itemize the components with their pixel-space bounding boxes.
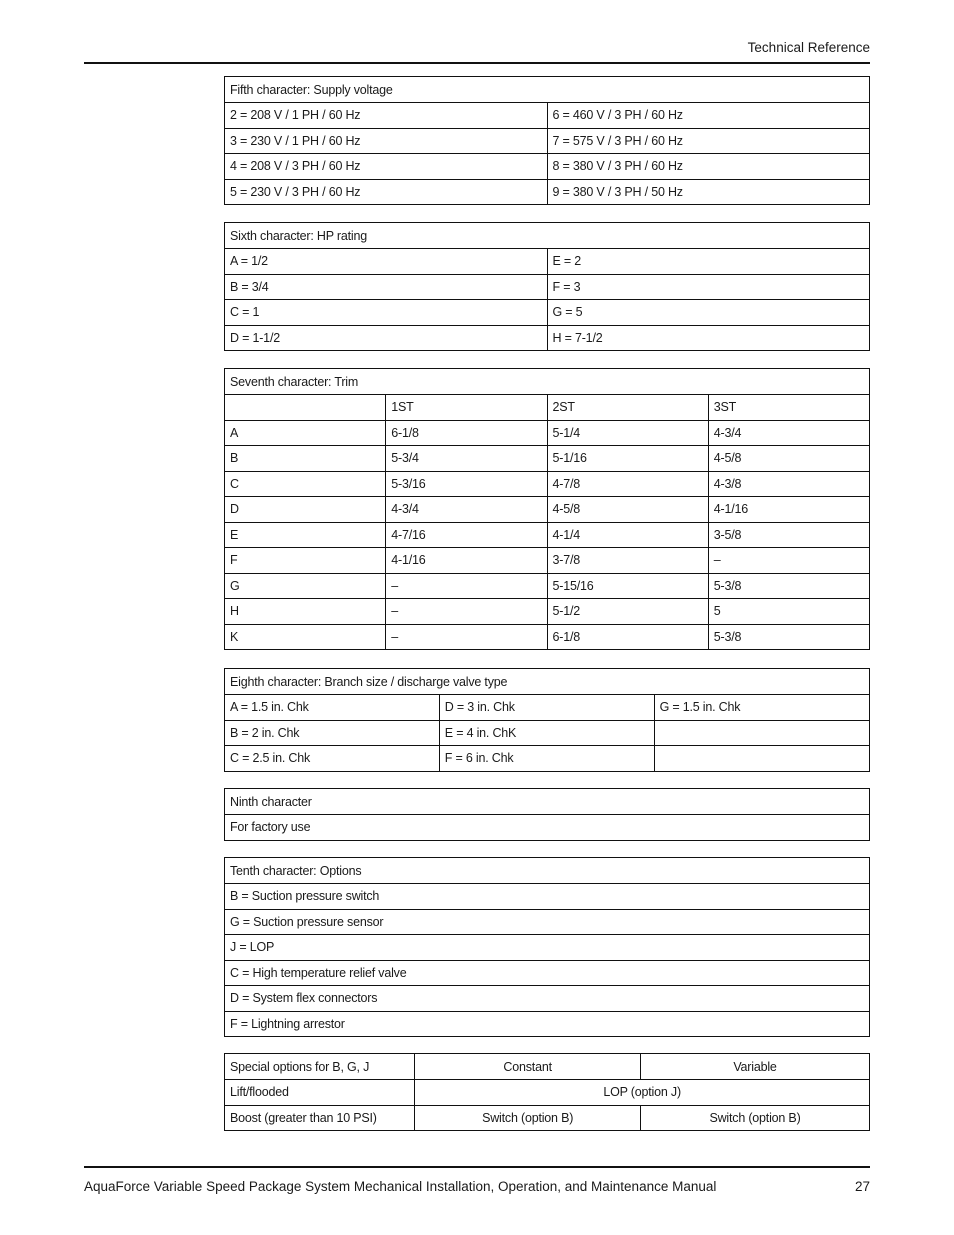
- table-cell: 5-15/16: [547, 573, 708, 599]
- table-cell: C = High temperature relief valve: [225, 960, 870, 986]
- hp-rating-table: [224, 222, 870, 351]
- table-cell: 4-7/8: [547, 471, 708, 497]
- table-row: [225, 420, 870, 446]
- table-row: [225, 1011, 870, 1037]
- table-cell: F = Lightning arrestor: [225, 1011, 870, 1037]
- table-cell: 5-1/4: [547, 420, 708, 446]
- table-cell: Switch (option B): [641, 1105, 870, 1131]
- trim-table: [224, 368, 870, 650]
- page-number: 27: [854, 1179, 870, 1194]
- header-rule: [84, 62, 870, 64]
- table-row: [225, 909, 870, 935]
- table-row: [225, 746, 870, 772]
- table-cell: 5: [708, 599, 869, 625]
- table-cell: 4-7/16: [386, 522, 547, 548]
- table-row: [225, 446, 870, 472]
- table-cell: C: [225, 471, 386, 497]
- table-title: Seventh character: Trim: [225, 369, 870, 395]
- table-cell: 4-5/8: [708, 446, 869, 472]
- table-row: [225, 695, 870, 721]
- table-title: Sixth character: HP rating: [225, 223, 870, 249]
- table-row: [225, 986, 870, 1012]
- table-cell: For factory use: [225, 815, 870, 841]
- table-cell: C = 1: [225, 300, 548, 326]
- table-cell: C = 2.5 in. Chk: [225, 746, 440, 772]
- table-cell: J = LOP: [225, 935, 870, 961]
- table-cell: –: [708, 548, 869, 574]
- table-cell: 9 = 380 V / 3 PH / 50 Hz: [547, 179, 870, 205]
- table-cell: E = 2: [547, 249, 870, 275]
- table-cell: 4-1/4: [547, 522, 708, 548]
- column-header: Variable: [641, 1054, 870, 1080]
- table-row: [225, 274, 870, 300]
- trim-header-row: [225, 395, 870, 421]
- table-row: [225, 128, 870, 154]
- table-row: [225, 573, 870, 599]
- table-cell: 5-3/4: [386, 446, 547, 472]
- table-cell: 4-5/8: [547, 497, 708, 523]
- table-row: [225, 1105, 870, 1131]
- table-cell: A = 1/2: [225, 249, 548, 275]
- table-row: [225, 154, 870, 180]
- section-header: Technical Reference: [747, 40, 870, 55]
- table-row: [225, 179, 870, 205]
- table-cell: B = Suction pressure switch: [225, 884, 870, 910]
- table-row: [225, 325, 870, 351]
- table-cell: 5-1/16: [547, 446, 708, 472]
- table-cell: F = 6 in. Chk: [439, 746, 654, 772]
- column-header: 1ST: [386, 395, 547, 421]
- column-header: 2ST: [547, 395, 708, 421]
- table-row: [225, 884, 870, 910]
- table-cell: 5-1/2: [547, 599, 708, 625]
- table-title: Ninth character: [225, 789, 870, 815]
- footer-rule: [84, 1166, 870, 1168]
- table-cell: B = 3/4: [225, 274, 548, 300]
- table-cell: Switch (option B): [415, 1105, 641, 1131]
- table-cell: 4-3/8: [708, 471, 869, 497]
- table-cell: Boost (greater than 10 PSI): [225, 1105, 415, 1131]
- table-cell: D = 1-1/2: [225, 325, 548, 351]
- table-cell: D = 3 in. Chk: [439, 695, 654, 721]
- table-cell: E = 4 in. ChK: [439, 720, 654, 746]
- table-cell: H = 7-1/2: [547, 325, 870, 351]
- special-options-header-row: [225, 1054, 870, 1080]
- table-cell: 5-3/16: [386, 471, 547, 497]
- table-cell: D: [225, 497, 386, 523]
- table-cell: H: [225, 599, 386, 625]
- table-row: [225, 471, 870, 497]
- table-cell: 6 = 460 V / 3 PH / 60 Hz: [547, 103, 870, 129]
- table-row: [225, 960, 870, 986]
- table-cell: G = 1.5 in. Chk: [654, 695, 869, 721]
- table-row: [225, 103, 870, 129]
- table-cell: –: [386, 624, 547, 650]
- supply-voltage-table: [224, 76, 870, 205]
- table-cell: [654, 720, 869, 746]
- table-cell: 5 = 230 V / 3 PH / 60 Hz: [225, 179, 548, 205]
- table-cell: A: [225, 420, 386, 446]
- table-cell: 4-1/16: [386, 548, 547, 574]
- table-cell: 4 = 208 V / 3 PH / 60 Hz: [225, 154, 548, 180]
- table-cell: 6-1/8: [547, 624, 708, 650]
- table-cell: 5-3/8: [708, 573, 869, 599]
- table-title: Fifth character: Supply voltage: [225, 77, 870, 103]
- table-row: [225, 548, 870, 574]
- table-row: [225, 815, 870, 841]
- table-cell: A = 1.5 in. Chk: [225, 695, 440, 721]
- table-cell: 6-1/8: [386, 420, 547, 446]
- table-cell: G: [225, 573, 386, 599]
- table-row: [225, 249, 870, 275]
- table-cell: F = 3: [547, 274, 870, 300]
- table-title: Tenth character: Options: [225, 858, 870, 884]
- table-cell: B: [225, 446, 386, 472]
- column-header: [225, 395, 386, 421]
- table-cell: B = 2 in. Chk: [225, 720, 440, 746]
- table-row: [225, 599, 870, 625]
- table-row: [225, 935, 870, 961]
- table-cell: 4-3/4: [386, 497, 547, 523]
- column-header: Special options for B, G, J: [225, 1054, 415, 1080]
- table-row: [225, 522, 870, 548]
- branch-size-table: [224, 668, 870, 772]
- table-row: [225, 497, 870, 523]
- table-row: [225, 624, 870, 650]
- table-cell: 7 = 575 V / 3 PH / 60 Hz: [547, 128, 870, 154]
- table-row: [225, 1080, 870, 1106]
- table-cell: –: [386, 573, 547, 599]
- table-cell: 3 = 230 V / 1 PH / 60 Hz: [225, 128, 548, 154]
- table-cell: 5-3/8: [708, 624, 869, 650]
- table-cell: 3-7/8: [547, 548, 708, 574]
- table-cell: 4-3/4: [708, 420, 869, 446]
- table-cell: G = 5: [547, 300, 870, 326]
- table-title: Eighth character: Branch size / discharge valve type: [225, 669, 870, 695]
- table-cell: K: [225, 624, 386, 650]
- table-row: [225, 300, 870, 326]
- special-options-table: [224, 1053, 870, 1131]
- table-cell: 4-1/16: [708, 497, 869, 523]
- table-cell: LOP (option J): [415, 1080, 870, 1106]
- table-cell: E: [225, 522, 386, 548]
- column-header: Constant: [415, 1054, 641, 1080]
- table-cell: [654, 746, 869, 772]
- table-cell: D = System flex connectors: [225, 986, 870, 1012]
- table-row: [225, 720, 870, 746]
- ninth-character-table: [224, 788, 870, 841]
- options-table: [224, 857, 870, 1037]
- manual-title: AquaForce Variable Speed Package System Mechanical Installation, Operation, and Maintenance Manual: [84, 1179, 717, 1194]
- table-cell: F: [225, 548, 386, 574]
- table-cell: –: [386, 599, 547, 625]
- table-cell: 3-5/8: [708, 522, 869, 548]
- table-cell: Lift/flooded: [225, 1080, 415, 1106]
- table-cell: 2 = 208 V / 1 PH / 60 Hz: [225, 103, 548, 129]
- column-header: 3ST: [708, 395, 869, 421]
- table-cell: G = Suction pressure sensor: [225, 909, 870, 935]
- table-cell: 8 = 380 V / 3 PH / 60 Hz: [547, 154, 870, 180]
